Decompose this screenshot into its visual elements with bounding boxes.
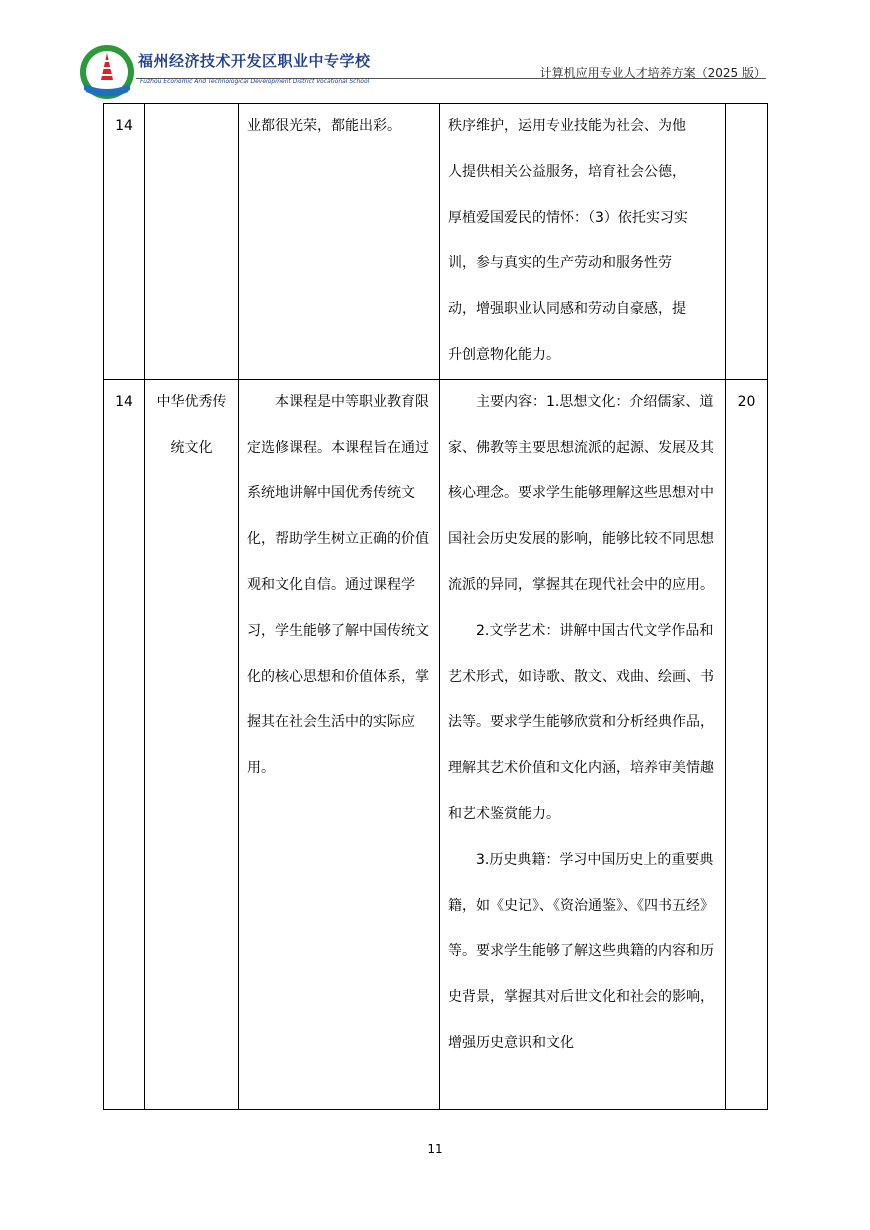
school-logo — [76, 44, 138, 102]
course-content-cell — [440, 104, 726, 380]
content-line: 厚植爱国爱民的情怀：（3）依托实习实 — [448, 209, 688, 226]
content-line: 人提供相关公益服务，培育社会公德， — [448, 163, 686, 180]
course-name: 中华优秀传统文化 — [156, 393, 227, 456]
table-row-continued — [104, 104, 768, 380]
table-row-course — [104, 379, 768, 1109]
course-goal-cell — [239, 104, 440, 380]
course-hours-cell — [726, 104, 768, 380]
content-paragraph: 2.文学艺术：讲解中国古代文学作品和艺术形式，如诗歌、散文、戏曲、绘画、书法等。要求学生能够欣赏和分析经典作品，理解其艺术价值和文化内涵，培养审美情趣和艺术鉴赏能力。 — [448, 622, 714, 822]
content-line: 升创意物化能力。 — [448, 346, 560, 363]
course-goal-cell — [239, 379, 440, 1109]
course-hours: 20 — [737, 393, 756, 410]
course-name-cell — [145, 104, 239, 380]
course-number: 14 — [115, 118, 133, 134]
course-number-cell — [104, 104, 145, 380]
school-name-cn: 福州经济技术开发区职业中专学校 — [138, 52, 371, 70]
document-title: 计算机应用专业人才培养方案（2025 版） — [539, 66, 766, 80]
course-number-cell — [104, 379, 145, 1109]
course-hours-cell — [726, 379, 768, 1109]
course-content-cell — [440, 379, 726, 1109]
content-line: 动，增强职业认同感和劳动自豪感，提 — [448, 301, 686, 318]
content-line: 秩序维护，运用专业技能为社会、为他 — [448, 118, 686, 134]
page-number: 11 — [427, 1142, 443, 1156]
school-name-en: Fuzhou Economic And Technological Development District Vocational School — [140, 78, 370, 85]
course-goal: 业都很光荣，都能出彩。 — [247, 118, 401, 134]
course-number: 14 — [115, 393, 133, 410]
page-header — [76, 44, 766, 102]
content-paragraph: 主要内容：1.思想文化：介绍儒家、道家、佛教等主要思想流派的起源、发展及其核心理念。要求学生能够理解这些思想对中国社会历史发展的影响，能够比较不同思想流派的异同，掌握其在现代社会中的应用。 — [448, 393, 714, 593]
content-paragraph: 3.历史典籍：学习中国历史上的重要典籍，如《史记》、《资治通鉴》、《四书五经》等。要求学生能够了解这些典籍的内容和历史背景，掌握其对后世文化和社会的影响，增强历史意识和文化 — [448, 851, 714, 1051]
course-goal: 本课程是中等职业教育限定选修课程。本课程旨在通过系统地讲解中国优秀传统文化，帮助学生树立正确的价值观和文化自信。通过课程学习，学生能够了解中国传统文化的核心思想和价值体系，掌握其在社会生活中的实际应用。 — [247, 393, 429, 777]
course-name-cell — [145, 379, 239, 1109]
content-line: 训，参与真实的生产劳动和服务性劳 — [448, 255, 672, 272]
course-table — [103, 103, 768, 1110]
